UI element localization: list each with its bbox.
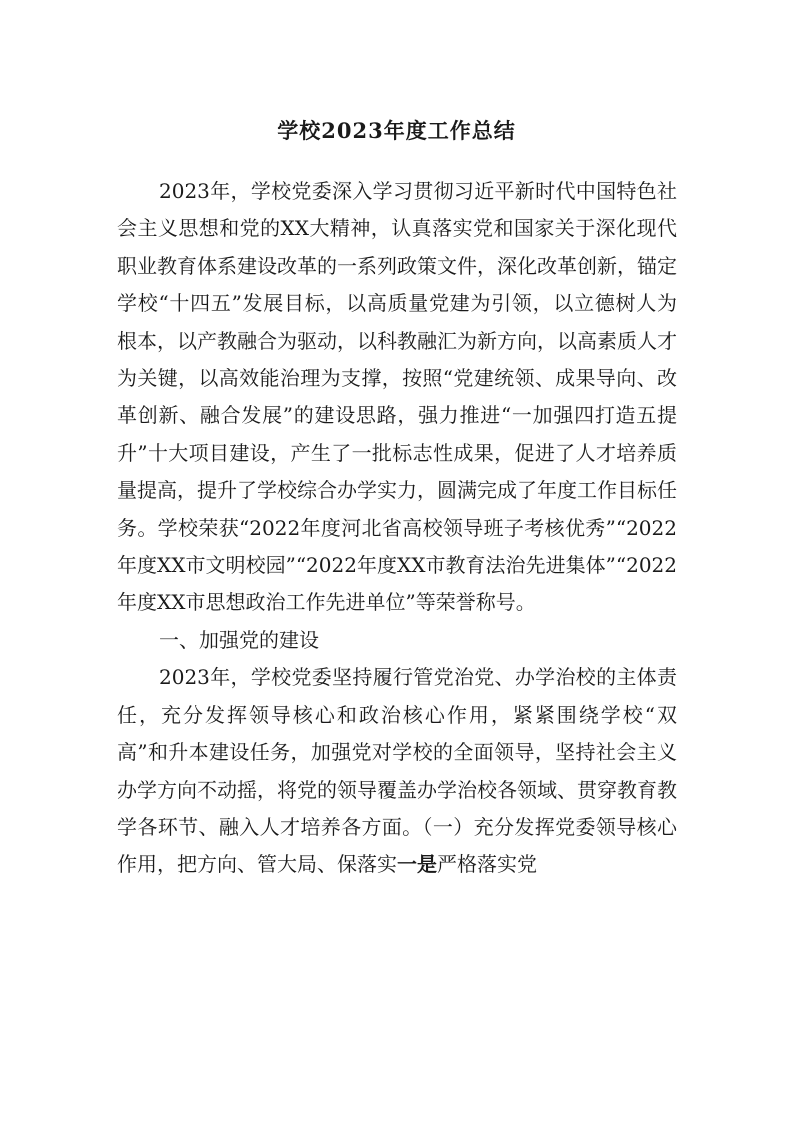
section-paragraph <box>117 659 677 883</box>
document-title: 学校2023年度工作总结 <box>277 118 516 143</box>
section-heading: 一、加强党的建设 <box>159 627 319 652</box>
section-paragraph-continuation: 严格落实党 <box>437 852 537 877</box>
section-paragraph-bold: 一是 <box>397 852 437 877</box>
document-body <box>117 173 677 884</box>
intro-paragraph: 2023年，学校党委深入学习贯彻习近平新时代中国特色社会主义思想和党的XX大精神，认真落实党和国家关于深化现代职业教育体系建设改革的一系列政策文件，深化改革创新，锚定学校“十四五”发展目标，以高质量党建为引领，以立德树人为根本，以产教融合为驱动，以科教融汇为新方向，以高素质人才为关键，以高效能治理为支撑，按照“党建统领、成果导向、改革创新、融合发展”的建设思路，强力推进“一加强四打造五提升”十大项目建设，产生了一批标志性成果，促进了人才培养质量提高，提升了学校综合办学实力，圆满完成了年度工作目标任务。学校荣获“2022年度河北省高校领导班子考核优秀”“2022年度XX市文明校园”“2022年度XX市教育法治先进集体”“2022年度XX市思想政治工作先进单位”等荣誉称号。 <box>117 179 677 615</box>
section-paragraph-text: 2023年，学校党委坚持履行管党治党、办学治校的主体责任，充分发挥领导核心和政治核心作用，紧紧围绕学校“双高”和升本建设任务，加强党对学校的全面领导，坚持社会主义办学方向不动摇，将党的领导覆盖办学治校各领域、贯穿教育教学各环节、融入人才培养各方面。（一）充分发挥党委领导核心作用，把方向、管大局、保落实 <box>117 665 677 877</box>
